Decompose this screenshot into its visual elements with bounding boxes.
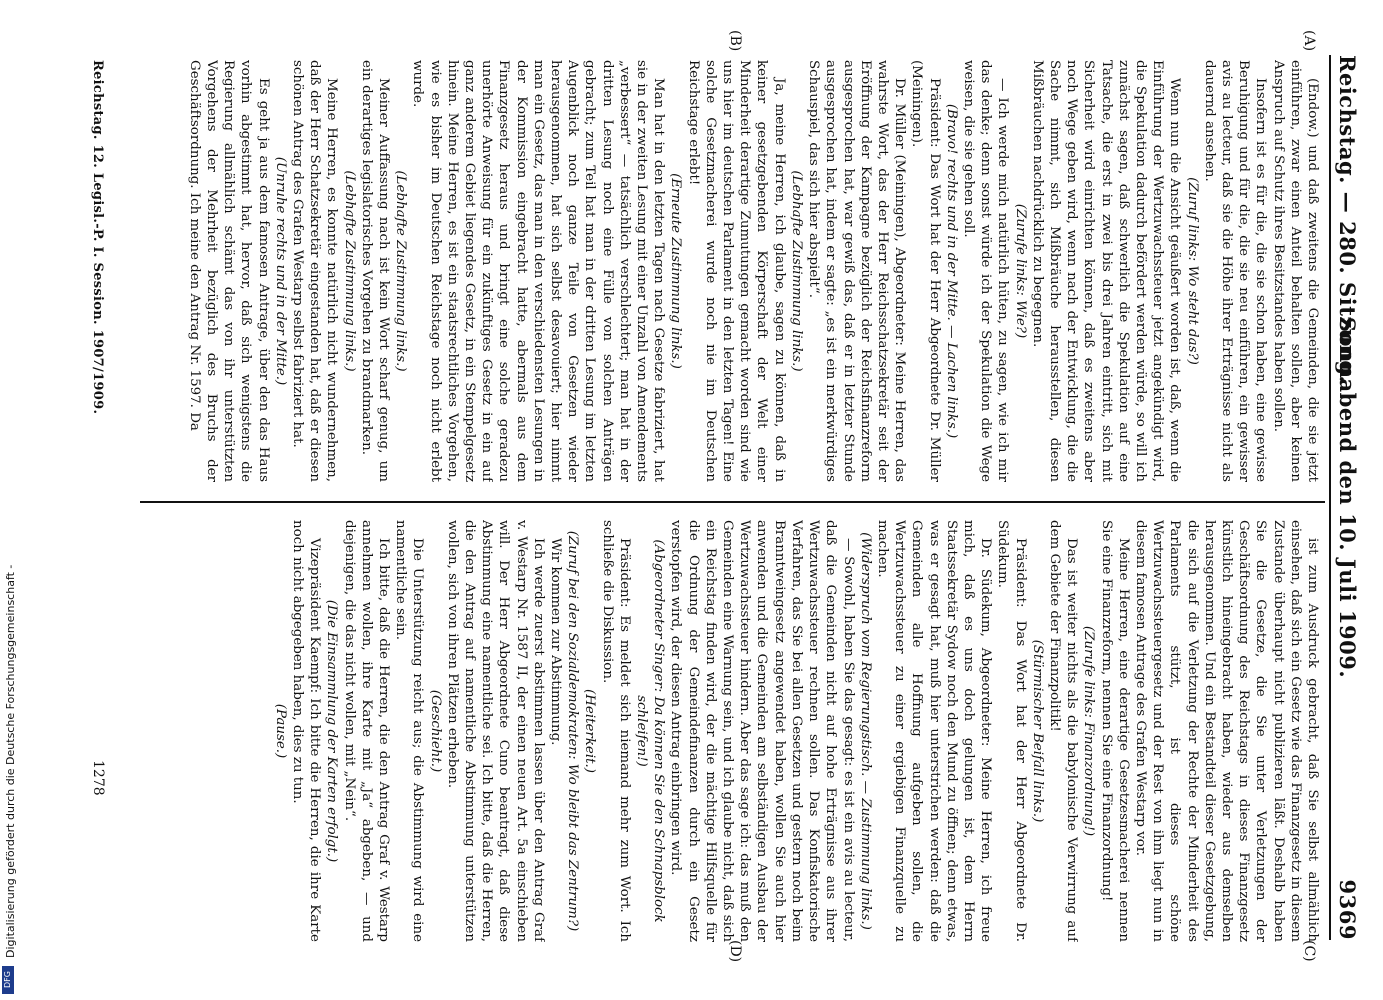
speaker-paragraph: Präsident: Es meldet sich niemand mehr zum Wort. Ich schließe die Diskussion. — [599, 520, 632, 942]
interjection: (Geschieht.) — [427, 689, 443, 773]
paragraph: Insofern ist es für die, die sie schon haben, eine gewisse Beruhigung und für die, die sie neu einführen, ein gewisser avis au lecteur, daß sie die Höhe ihrer Erträgnisse nicht als dauernd ansehen. — [1201, 60, 1269, 482]
paragraph: Meine Herren, es konnte natürlich nicht wundernehmen, daß der Herr Schatzsekretär eingestanden hat, daß er diesen schönen Antrag des Grafen Westarp selbst fabriziert hat. — [290, 60, 340, 482]
interjection: (Heiterkeit.) — [582, 689, 598, 773]
footer-folio: 1278 — [90, 760, 106, 796]
speaker-paragraph: Dr. Südekum, Abgeordneter: Meine Herren, ich freue mich, daß es uns doch gelungen ist, dem Herrn Staatssekretär Sydow noch den Mund zu öffnen; denn etwas, was er gesagt hat, muß hier unterstrichen werden: daß die Gemeinden alle Hoffnung aufgeben sollen, die Wertzuwachssteuer zu einer ergiebigen Finanzquelle zu machen. — [874, 520, 994, 942]
column-divider — [140, 501, 1325, 503]
interjection: (Zuruf bei den Sozialdemokraten: Wo bleibt das Zentrum?) — [565, 530, 581, 932]
paragraph: Meine Herren, eine derartige Gesetzesmacherei nennen Sie eine Finanzreform, nennen Sie eine Finanzordnung! — [1098, 520, 1131, 942]
interjection: (Zurufe links: Finanzordnung!) — [1081, 625, 1097, 837]
interjection: (Die Einsammlung der Karten erfolgt.) — [324, 599, 340, 863]
paragraph: Meiner Auffassung nach ist kein Wort scharf genug, um ein derartiges legislatorisches Vorgehen zu brandmarken. — [358, 60, 392, 482]
margin-mark-b: (B) — [727, 30, 743, 52]
paragraph: ist zum Ausdruck gebracht, daß Sie selbst allmählich einsehen, daß sich ein Gesetz wie das Finanzgesetz in diesem Zustande überhaupt nicht publizieren läßt. Deshalb haben Sie die Gesetze, die Sie unter Verletzungen der Geschäftsordnung des Reichstags in dieses Finanzgesetz künstlich hineingebracht haben, wieder aus demselben herausgenommen. Und ein Bestandteil dieser Gesetzgebung, die sich auf die Verletzung der Rechte der Minderheit des Parlaments stützt, ist dieses schöne Wertzuwachssteuergesetz und der Rest von ihm liegt nun in diesem famosen Antrage des Grafen Westarp vor. — [1132, 520, 1320, 942]
right-column — [120, 520, 1321, 942]
interjection: (Stürmischer Beifall links.) — [1029, 639, 1045, 823]
interjection: (Pause.) — [272, 703, 288, 759]
speaker-paragraph: Dr. Müller (Meiningen), Abgeordneter: Meine Herren, das wahrste Wort, das der Herr Reichsschatzsekretär seit der Eröffnung der Kampagne bezüglich der Reichsfinanzreform ausgesprochen hat, war gewiß das, daß er in letzter Stunde ausgesprochen hat, indem er sagte: „es ist ein merkwürdiges Schauspiel, das sich hier abspielt“. — [806, 60, 908, 482]
speaker-paragraph: Präsident: Das Wort hat der Herr Abgeordnete Dr. Südekum. — [995, 520, 1028, 942]
header-date: Sonnabend den 10. Juli 1909. — [1335, 316, 1360, 679]
dfg-logo[interactable]: DFG — [2, 966, 14, 994]
margin-mark-d: (D) — [727, 940, 743, 963]
speaker-paragraph: Präsident: Das Wort hat der Herr Abgeordnete Dr. Müller (Meiningen). — [909, 60, 942, 482]
paragraph: — Sowohl, haben Sie das gesagt: es ist ein avis au lecteur, daß die Gemeinden nicht auf hohe Erträgnisse aus ihrer Wertzuwachssteuer rechnen sollen. Das Konfiskatorische Verfahren, das Sie bei allen Gesetzen und gestern noch beim Branntweingesetz angewendet haben, wollen Sie auch hier anwenden und die Gemeinden am selbständigen Ausbau der Wertzuwachssteuer hindern. Aber das sage ich: das muß den Gemeinden eine Warnung sein, und ich glaube nicht, daß sich ein Reichstag finden wird, der die mächtige Hilfsquelle für die Ordnung der Gemeindefinanzen durch ein Gesetz verstopfen wird, der diesen Antrag einbringen wird. — [668, 520, 856, 942]
speaker-paragraph: Vizepräsident Kaempf: Ich bitte die Herren, die ihre Karte noch nicht abgegeben haben, dies zu tun. — [290, 520, 323, 942]
interjection: (Lebhafte Zustimmung links.) — [788, 170, 804, 372]
margin-mark-c: (C) — [1301, 940, 1317, 962]
interjection: (Zurufe links: Wie?) — [1012, 203, 1028, 339]
footer-source: Reichstag. 12. Legisl.-P. I. Session. 1907/1909. — [90, 60, 105, 415]
paragraph: Wir kommen zur Abstimmung. — [548, 538, 564, 746]
interjection: (Widerspruch vom Regierungstisch. — Zustimmung links.) — [857, 532, 873, 930]
paragraph: (Endow.) und daß zweitens die Gemeinden, die sie jetzt einführen, zwar einen Anteil behalten sollen, aber keinen Anspruch auf Schutz ihres Besitzstandes haben sollen. — [1270, 60, 1320, 482]
digitization-credit — [4, 564, 18, 958]
running-header — [1329, 55, 1365, 940]
page-number: 9369 — [1335, 879, 1360, 940]
interjection: (Erneute Zustimmung links.) — [668, 173, 684, 369]
left-column — [120, 60, 1321, 482]
interjection: (Zuruf links: Wo steht das?) — [1184, 177, 1200, 365]
paragraph: — Ich werde mich natürlich hüten, zu sagen, wie ich mir das denke; denn sonst würde ich der Spekulation die Wege weisen, die sie gehen soll. — [960, 60, 1011, 482]
paragraph: Das ist weiter nichts als die babylonische Verwirrung auf dem Gebiete der Finanzpolitik! — [1046, 520, 1080, 942]
rotated-document-page — [50, 0, 1383, 1000]
paragraph: Man hat in den letzten Tagen nach Gesetze fabriziert, hat sie in der zweiten Lesung mit einer Unzahl von Amendements „verbessert“ — tatsächlich verschlechtert; man hat in der dritten Lesung noch eine Fülle von solchen Anträgen gebracht; zum Teil hat man in der dritten Lesung im letzten Augenblick noch ganze Teile von Gesetzen wieder herausgenommen, hat sich selbst desavouiert; hier nimmt man ein Gesetz, das man in den verschiedensten Lesungen in der Kommission eingebracht hatte, abermals aus dem Finanzgesetz heraus und bringt eine solche geradezu unerhörte Anweisung für ein zukünftiges Gesetz in ein auf ganz anderem Gebiet liegendes Gesetz, in ein Stempelgesetz hinein. Meine Herren, es ist ein staatsrechtliches Vorgehen, wie es bisher im Deutschen Reichstage noch nicht erlebt wurde. — [410, 60, 667, 482]
interjection: (Lebhafte Zustimmung links.) — [393, 170, 409, 372]
interjection: (Bravo! rechts und in der Mitte. — Lachen links.) — [943, 103, 959, 439]
paragraph: Ja, meine Herren, ich glaube, sagen zu können, daß in keiner gesetzgebenden Körperschaft der Welt einer Minderheit derartige Zumutungen gemacht worden sind wie uns hier im deutschen Parlament in den letzten Tagen! Eine solche Gesetzmacherei wurde noch nie im Deutschen Reichstage erlebt! — [685, 60, 787, 482]
interjection: (Abgeordneter Singer: Da können Sie den Schnapsblock schleifen!) — [634, 539, 667, 923]
paragraph: Ich bitte, daß die Herren, die den Antrag Graf v. Westarp annehmen wollen, ihre Karte mit „Ja“ abgeben, — und diejenigen, die das nicht wollen, mit „Nein“. — [341, 520, 392, 942]
margin-mark-a: (A) — [1301, 30, 1317, 52]
paragraph: Die Unterstützung reicht aus; die Abstimmung wird eine namentliche sein. — [393, 520, 426, 942]
interjection: (Unruhe rechts und in der Mitte.) — [272, 156, 288, 386]
paragraph: Wenn nun die Ansicht geäußert worden ist, daß, wenn die Einführung der Wertzuwachssteuer jetzt angekündigt wird, die Spekulation dadurch befördert werden würde, so will ich zunächst sagen, daß schwerlich die Spekulation auf eine Tatsache, die erst in zwei bis drei Jahren eintritt, sich mit Sicherheit wird einrichten können, daß es zweitens aber noch Wege geben wird, wenn nach der Entwicklung, die die Sache nimmt, sich Mißbräuche herausstellen, diesen Mißbräuchen nachdrücklich zu begegnen. — [1029, 60, 1183, 482]
interjection: (Lebhafte Zustimmung links.) — [341, 170, 357, 372]
credit-text: Digitalisierung gefördert durch die Deutsche Forschungsgemeinschaft - — [4, 564, 17, 958]
paragraph: Es geht ja aus dem famosen Antrage, über den das Haus vorhin abgestimmt hat, hervor, daß sich wenigstens die Regierung allmählich schämt das von ihr unterstützten Vorgehens der Mehrheit bezüglich des Bruchs der Geschäftsordnung. Ich meine den Antrag Nr. 1597. Da — [186, 60, 271, 482]
header-left: Reichstag. — 280. Sitzung. — [1335, 55, 1360, 384]
paragraph: Ich werde zuerst abstimmen lassen über den Antrag Graf v. Westarp Nr. 1587 II, der einen neuen Art. 5a einschieben will. Der Herr Abgeordnete Cuno beantragt, daß diese Abstimmung eine namentliche sei. Ich bitte, daß die Herren, die den Antrag auf namentliche Abstimmung unterstützen wollen, sich von ihren Plätzen erheben. — [444, 520, 546, 942]
